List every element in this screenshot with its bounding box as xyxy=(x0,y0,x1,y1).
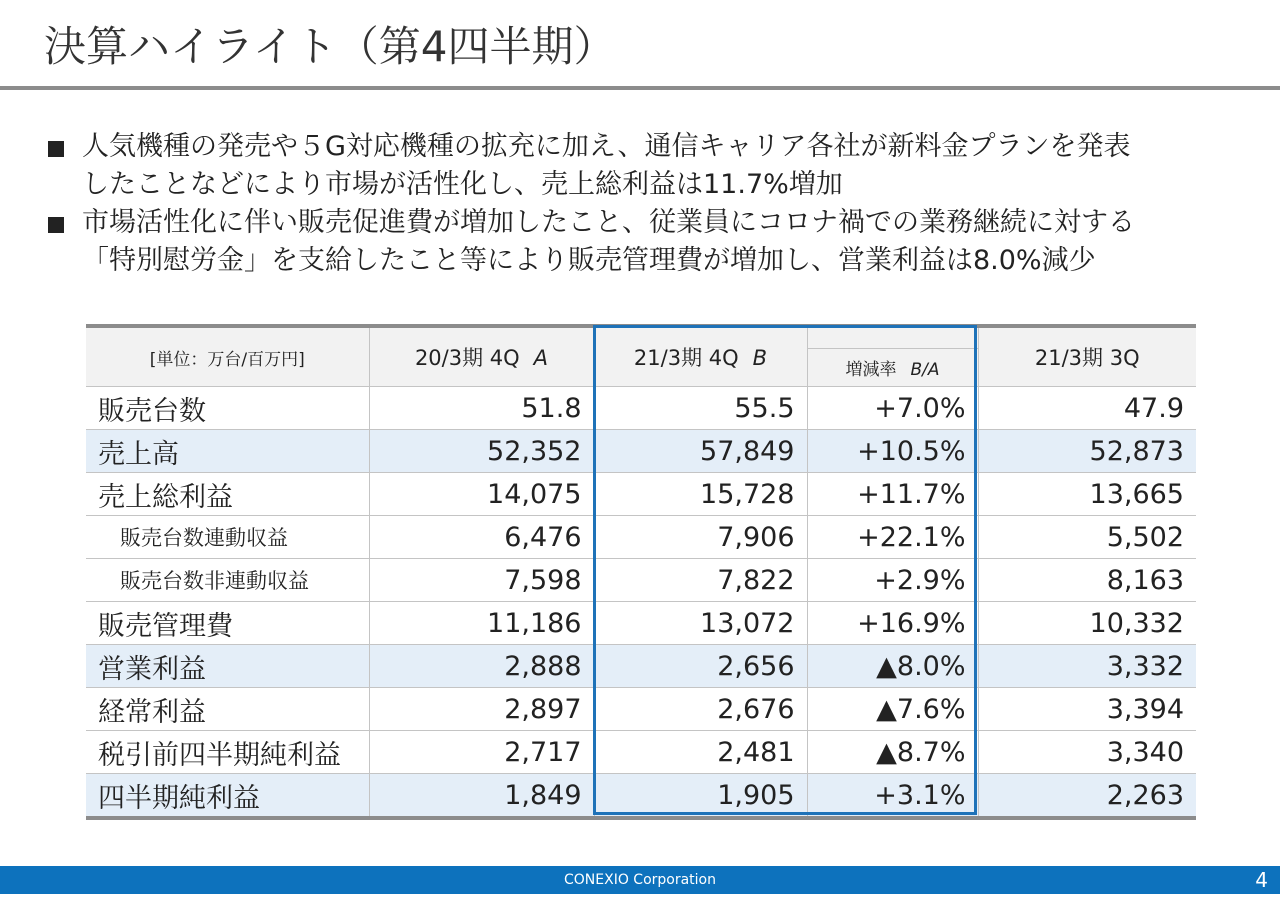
row-label: 販売台数非連動収益 xyxy=(86,559,369,602)
cell-prev-quarter: 8,163 xyxy=(978,559,1196,602)
cell-current: 55.5 xyxy=(594,387,807,430)
bullet-item xyxy=(46,204,1246,280)
cell-prev-year: 51.8 xyxy=(369,387,594,430)
cell-change-rate: ▲8.0% xyxy=(807,645,978,688)
cell-prev-quarter: 3,394 xyxy=(978,688,1196,731)
row-label: 税引前四半期純利益 xyxy=(86,731,369,774)
cell-change-rate: ▲8.7% xyxy=(807,731,978,774)
cell-change-rate: +16.9% xyxy=(807,602,978,645)
row-label: 売上高 xyxy=(86,430,369,473)
bullet-text-line: したことなどにより市場が活性化し、売上総利益は11.7%増加 xyxy=(82,169,843,200)
table-header-row xyxy=(86,326,1196,349)
cell-prev-year: 11,186 xyxy=(369,602,594,645)
table-row xyxy=(86,387,1196,430)
cell-prev-year: 52,352 xyxy=(369,430,594,473)
cell-change-rate: +7.0% xyxy=(807,387,978,430)
cell-current: 13,072 xyxy=(594,602,807,645)
cell-prev-year: 1,849 xyxy=(369,774,594,819)
column-header-prev-year: 20/3期 4Q A xyxy=(369,326,594,387)
square-bullet-icon xyxy=(48,141,64,157)
cell-prev-year: 14,075 xyxy=(369,473,594,516)
table-row xyxy=(86,559,1196,602)
square-bullet-icon xyxy=(48,217,64,233)
table-row xyxy=(86,473,1196,516)
row-label: 営業利益 xyxy=(86,645,369,688)
cell-prev-quarter: 10,332 xyxy=(978,602,1196,645)
page-number: 4 xyxy=(1255,868,1268,892)
cell-prev-year: 2,888 xyxy=(369,645,594,688)
row-label: 四半期純利益 xyxy=(86,774,369,819)
cell-prev-quarter: 47.9 xyxy=(978,387,1196,430)
bullet-text-line: 「特別慰労金」を支給したこと等により販売管理費が増加し、営業利益は8.0%減少 xyxy=(82,245,1096,276)
table-row xyxy=(86,731,1196,774)
cell-change-rate: +22.1% xyxy=(807,516,978,559)
cell-current: 2,481 xyxy=(594,731,807,774)
column-header-change-rate: 増減率 B/A xyxy=(807,349,978,387)
cell-prev-year: 6,476 xyxy=(369,516,594,559)
row-label: 販売台数 xyxy=(86,387,369,430)
table-body xyxy=(86,387,1196,819)
table-row xyxy=(86,602,1196,645)
table-row xyxy=(86,688,1196,731)
cell-change-rate: +2.9% xyxy=(807,559,978,602)
cell-current: 2,656 xyxy=(594,645,807,688)
bullet-text-line: 市場活性化に伴い販売促進費が増加したこと、従業員にコロナ禍での業務継続に対する xyxy=(82,207,1135,238)
table-row xyxy=(86,645,1196,688)
cell-current: 2,676 xyxy=(594,688,807,731)
slide-title: 決算ハイライト（第4四半期） xyxy=(44,22,616,71)
cell-prev-quarter: 3,340 xyxy=(978,731,1196,774)
bullet-item xyxy=(46,128,1246,204)
cell-change-rate: ▲7.6% xyxy=(807,688,978,731)
row-label: 販売台数連動収益 xyxy=(86,516,369,559)
column-header-prev-quarter: 21/3期 3Q xyxy=(978,326,1196,387)
footer-company: CONEXIO Corporation xyxy=(563,872,716,888)
cell-change-rate: +10.5% xyxy=(807,430,978,473)
bullet-list xyxy=(46,128,1246,280)
cell-prev-quarter: 5,502 xyxy=(978,516,1196,559)
cell-prev-year: 2,897 xyxy=(369,688,594,731)
cell-prev-year: 2,717 xyxy=(369,731,594,774)
header-spacer xyxy=(807,326,978,349)
cell-prev-quarter: 3,332 xyxy=(978,645,1196,688)
cell-current: 15,728 xyxy=(594,473,807,516)
cell-change-rate: +11.7% xyxy=(807,473,978,516)
row-label: 販売管理費 xyxy=(86,602,369,645)
cell-current: 7,822 xyxy=(594,559,807,602)
row-label: 経常利益 xyxy=(86,688,369,731)
column-header-current: 21/3期 4Q B xyxy=(594,326,807,387)
cell-prev-quarter: 2,263 xyxy=(978,774,1196,819)
footer-bar xyxy=(0,866,1280,894)
cell-prev-quarter: 13,665 xyxy=(978,473,1196,516)
cell-change-rate: +3.1% xyxy=(807,774,978,819)
cell-prev-quarter: 52,873 xyxy=(978,430,1196,473)
bullet-text-line: 人気機種の発売や５G対応機種の拡充に加え、通信キャリア各社が新料金プランを発表 xyxy=(82,131,1131,162)
financial-highlights-table xyxy=(86,324,1196,820)
title-divider xyxy=(0,86,1280,90)
cell-current: 1,905 xyxy=(594,774,807,819)
cell-current: 57,849 xyxy=(594,430,807,473)
table-row xyxy=(86,516,1196,559)
unit-label: [単位：万台/百万円] xyxy=(86,326,369,387)
table-row xyxy=(86,774,1196,819)
row-label: 売上総利益 xyxy=(86,473,369,516)
cell-current: 7,906 xyxy=(594,516,807,559)
cell-prev-year: 7,598 xyxy=(369,559,594,602)
table-row xyxy=(86,430,1196,473)
